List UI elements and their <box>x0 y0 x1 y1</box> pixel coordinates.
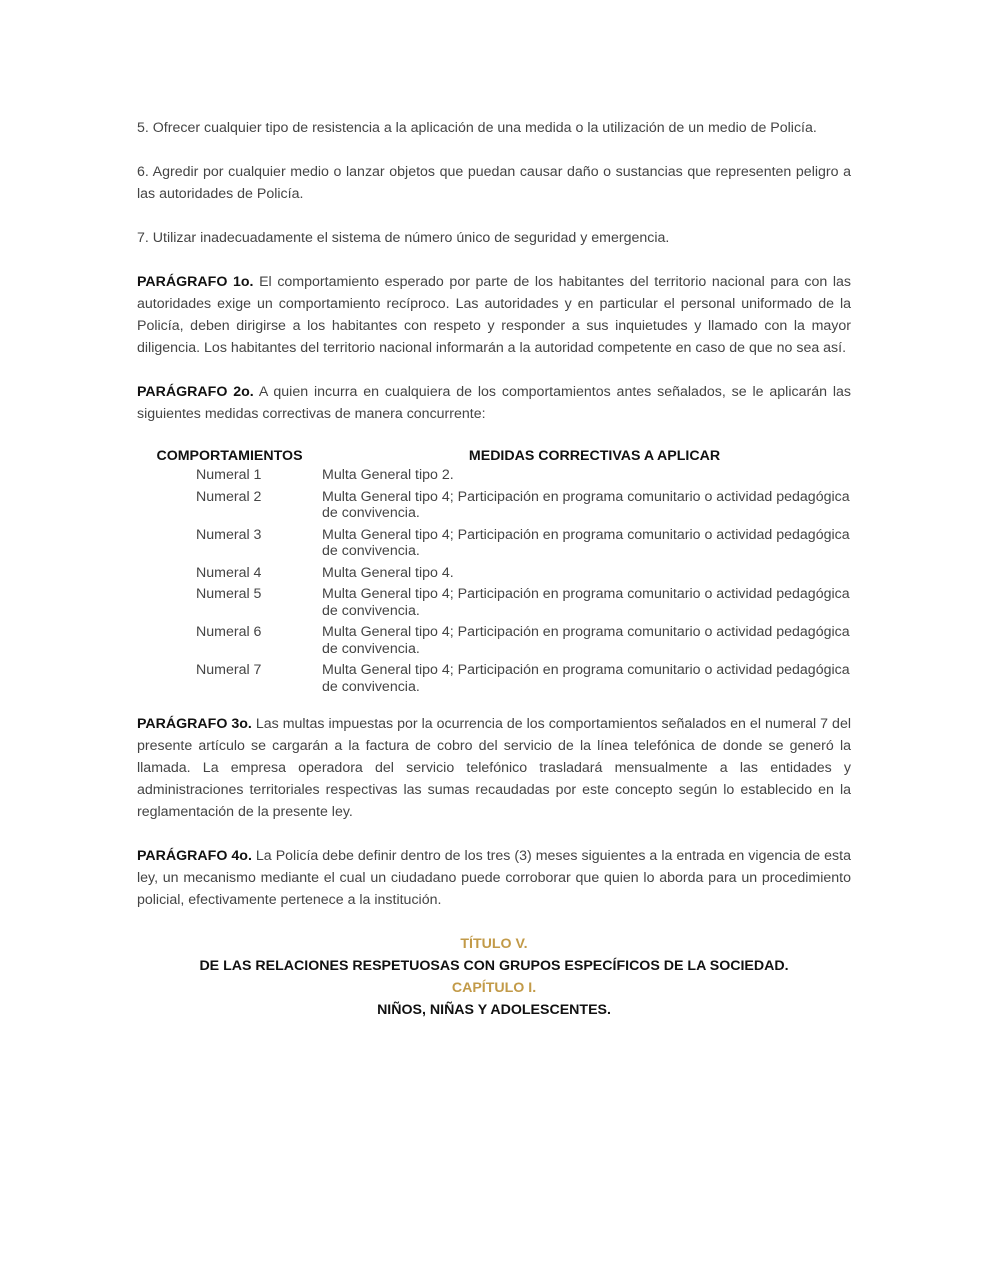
paragrafo-3-label: PARÁGRAFO 3o. <box>137 716 252 732</box>
header-medidas: MEDIDAS CORRECTIVAS A APLICAR <box>468 448 721 464</box>
document-page <box>137 117 851 1021</box>
paragrafo-4 <box>137 845 851 911</box>
paragrafo-4-text: La Policía debe definir dentro de los tres (3) meses siguientes a la entrada en vigencia de esta ley, un mecanismo mediante el cual un ciudadano puede corroborar que quien lo aborda para un procedimiento policial, efectivamente pertenece a la institución. <box>137 848 851 908</box>
table-header <box>137 445 867 467</box>
row-medida: Multa General tipo 4; Participación en programa comunitario o actividad pedagógica de convivencia. <box>322 624 850 657</box>
row-medida: Multa General tipo 2. <box>322 467 454 483</box>
table-row <box>137 489 867 522</box>
row-numeral: Numeral 7 <box>196 662 262 678</box>
table-row <box>137 527 867 560</box>
paragrafo-1-text: El comportamiento esperado por parte de los habitantes del territorio nacional para con las autoridades exige un comportamiento recíproco. Las autoridades y en particular el personal uniformado de la Policía, deben dirigirse a los habitantes con respeto y responder a sus inquietudes y llamado con la mayor diligencia. Los habitantes del territorio nacional informarán a la autoridad competente en caso de que no sea así. <box>137 274 851 356</box>
paragrafo-4-label: PARÁGRAFO 4o. <box>137 848 252 864</box>
row-numeral: Numeral 6 <box>196 624 262 640</box>
paragrafo-2-label: PARÁGRAFO 2o. <box>137 384 254 400</box>
row-numeral: Numeral 3 <box>196 526 262 543</box>
titulo-name: DE LAS RELACIONES RESPETUOSAS CON GRUPOS ESPECÍFICOS DE LA SOCIEDAD. <box>199 958 789 974</box>
paragrafo-2-text: A quien incurra en cualquiera de los comportamientos antes señalados, se le aplicarán las siguientes medidas correctivas de manera concurrente: <box>137 384 851 422</box>
row-medida: Multa General tipo 4; Participación en programa comunitario o actividad pedagógica de convivencia. <box>322 526 850 559</box>
paragrafo-3-text: Las multas impuestas por la ocurrencia de los comportamientos señalados en el numeral 7 del presente artículo se cargarán a la factura de cobro del servicio de la línea telefónica de donde se generó la llamada. La empresa operadora del servicio telefónico trasladará mensualmente a las entidades y administraciones territoriales respectivas las sumas recaudadas por este concepto según lo establecido en la reglamentación de la presente ley. <box>137 716 851 820</box>
measures-table <box>137 445 867 695</box>
paragrafo-1-label: PARÁGRAFO 1o. <box>137 274 254 290</box>
row-numeral: Numeral 2 <box>196 488 262 505</box>
table-row <box>137 662 867 695</box>
row-numeral: Numeral 5 <box>196 586 262 602</box>
row-medida: Multa General tipo 4; Participación en programa comunitario o actividad pedagógica de convivencia. <box>322 488 850 521</box>
item-7: 7. Utilizar inadecuadamente el sistema de número único de seguridad y emergencia. <box>137 230 670 246</box>
row-numeral: Numeral 1 <box>196 467 262 483</box>
item-5: 5. Ofrecer cualquier tipo de resistencia a la aplicación de una medida o la utilización de un medio de Policía. <box>137 120 817 136</box>
capitulo-name: NIÑOS, NIÑAS Y ADOLESCENTES. <box>377 1002 611 1018</box>
titulo-heading: TÍTULO V. <box>460 936 528 952</box>
header-comportamientos: COMPORTAMIENTOS <box>156 448 303 464</box>
row-medida: Multa General tipo 4. <box>322 564 454 581</box>
table-row <box>137 586 867 619</box>
paragrafo-1 <box>137 271 851 359</box>
table-body <box>137 467 867 695</box>
item-6: 6. Agredir por cualquier medio o lanzar objetos que puedan causar daño o sustancias que representen peligro a las autoridades de Policía. <box>137 164 851 202</box>
table-row <box>137 624 867 657</box>
capitulo-heading: CAPÍTULO I. <box>451 980 537 996</box>
table-row <box>137 565 867 582</box>
paragrafo-3 <box>137 713 851 823</box>
row-medida: Multa General tipo 4; Participación en programa comunitario o actividad pedagógica de convivencia. <box>322 662 850 695</box>
table-row <box>137 467 867 484</box>
row-medida: Multa General tipo 4; Participación en programa comunitario o actividad pedagógica de convivencia. <box>322 586 850 619</box>
paragrafo-2 <box>137 381 851 425</box>
row-numeral: Numeral 4 <box>196 564 262 581</box>
